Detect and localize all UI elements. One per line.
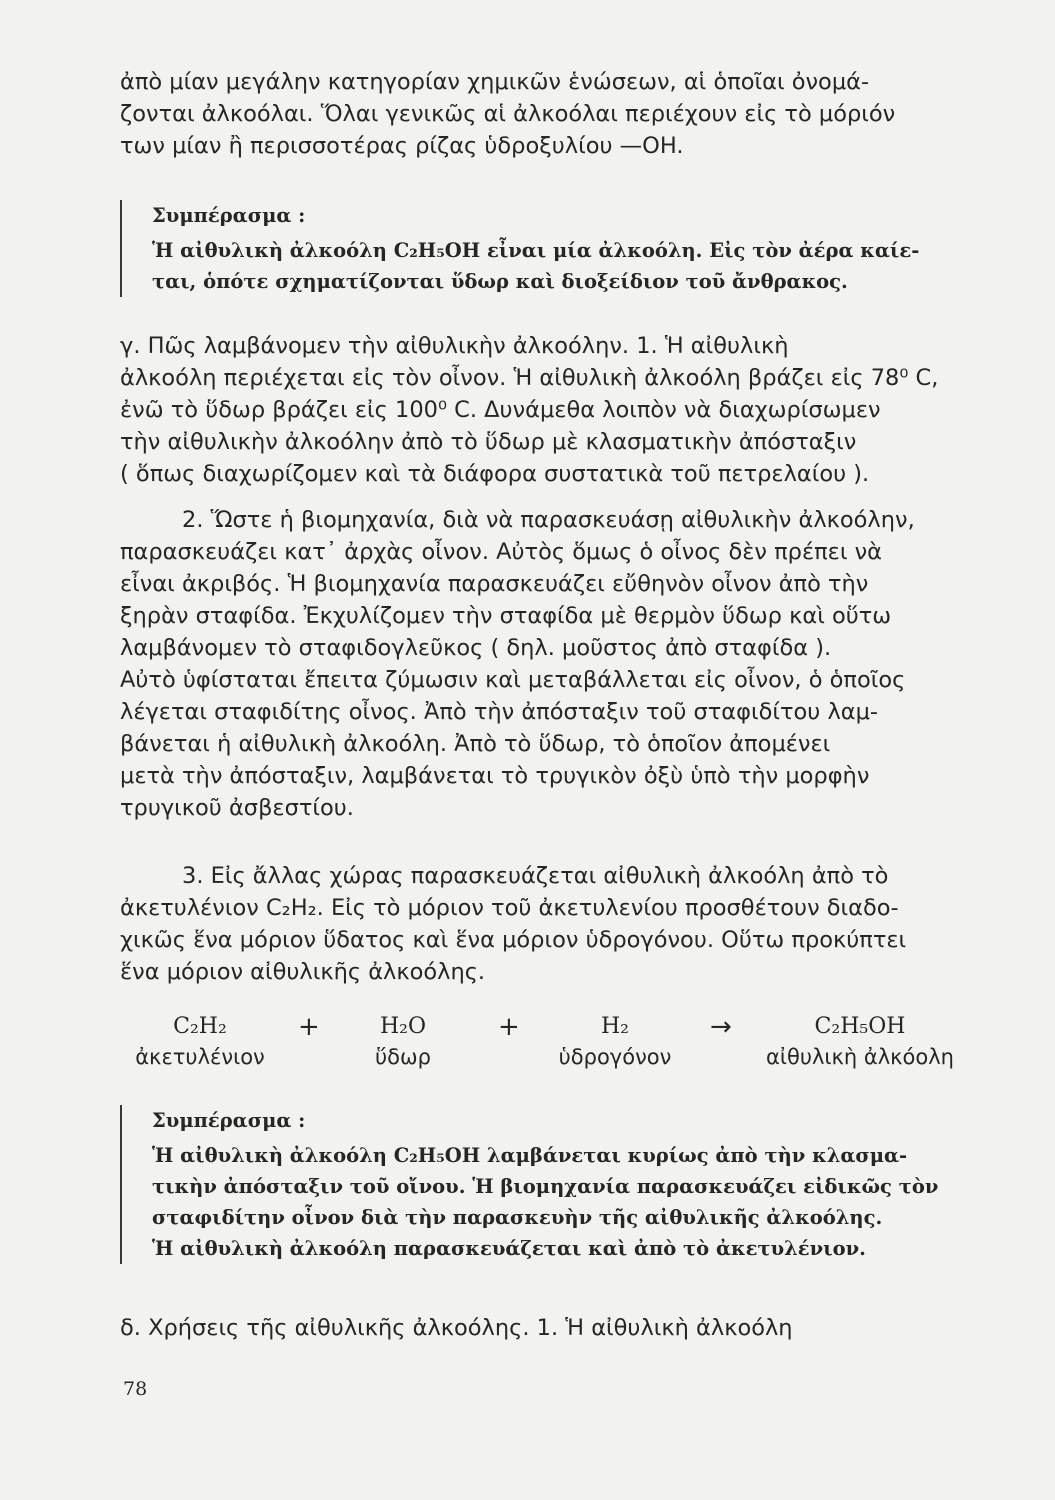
text-line: λέγεται σταφιδίτης οἶνος. Ἀπὸ τὴν ἀπόσταξιν τοῦ σταφιδίτου λαμ- [120, 699, 879, 725]
text-line: ἐνῶ τὸ ὕδωρ βράζει εἰς 100⁰ C. Δυνάμεθα λοιπὸν νὰ διαχωρίσωμεν [120, 397, 881, 423]
text-line: εἶναι ἀκριβός. Ἡ βιομηχανία παρασκευάζει εὔθηνὸν οἶνον ἀπὸ τὴν [120, 571, 869, 597]
conclusion-line: ται, ὁπότε σχηματίζονται ὕδωρ καὶ διοξείδιον τοῦ ἄνθρακος. [152, 270, 848, 293]
conclusion-line: τικὴν ἀπόσταξιν τοῦ οἴνου. Ἡ βιομηχανία παρασκευάζει εἰδικῶς τὸν [152, 1175, 939, 1198]
plus-sign: + [298, 1012, 320, 1042]
text-line: τρυγικοῦ ἀσβεστίου. [120, 795, 354, 821]
page-number: 78 [123, 1378, 148, 1400]
text-line: ξηρὰν σταφίδα. Ἐκχυλίζομεν τὴν σταφίδα μὲ θερμὸν ὕδωρ καὶ οὕτω [120, 603, 892, 629]
text-line: ( ὅπως διαχωρίζομεν καὶ τὰ διάφορα συστατικὰ τοῦ πετρελαίου ). [120, 461, 870, 487]
chemical-equation [120, 1012, 978, 1082]
formula: C₂H₂ [173, 1014, 227, 1039]
text-line: χικῶς ἕνα μόριον ὕδατος καὶ ἕνα μόριον ὑδρογόνου. Οὕτω προκύπτει [120, 927, 907, 953]
conclusion-line: Ἡ αἰθυλικὴ ἀλκοόλη C₂H₅OH εἶναι μία ἀλκοόλη. Εἰς τὸν ἀέρα καίε- [152, 239, 920, 262]
reaction-arrow: → [710, 1012, 732, 1042]
section-heading-line: δ. Χρήσεις τῆς αἰθυλικῆς ἀλκοόλης. 1. Ἡ αἰθυλικὴ ἀλκοόλη [120, 1315, 793, 1341]
reactant-hydrogen [540, 1012, 690, 1072]
conclusion-line: Ἡ αἰθυλικὴ ἀλκοόλη παρασκευάζεται καὶ ἀπὸ τὸ ἀκετυλένιον. [152, 1237, 866, 1260]
compound-name: ὕδωρ [375, 1045, 431, 1069]
text-line: τὴν αἰθυλικὴν ἀλκοόλην ἀπὸ τὸ ὕδωρ μὲ κλασματικὴν ἀπόσταξιν [120, 429, 857, 455]
section-d-paragraph [120, 1312, 978, 1344]
point-3-paragraph [120, 860, 978, 988]
text-line: των μίαν ἢ περισσοτέρας ρίζας ὑδροξυλίου —OH. [120, 133, 684, 159]
intro-paragraph [120, 66, 978, 162]
text-line: 3. Εἰς ἄλλας χώρας παρασκευάζεται αἰθυλικὴ ἀλκοόλη ἀπὸ τὸ [182, 863, 889, 889]
compound-name: ἀκετυλένιον [135, 1045, 265, 1069]
compound-name: αἰθυλικὴ ἀλκόολη [766, 1045, 954, 1069]
formula: H₂O [379, 1014, 427, 1039]
plus-sign: + [498, 1012, 520, 1042]
conclusion-line: Ἡ αἰθυλικὴ ἀλκοόλη C₂H₅OH λαμβάνεται κυρίως ἀπὸ τὴν κλασμα- [152, 1144, 908, 1167]
formula: C₂H₅OH [814, 1014, 906, 1039]
section-g-paragraph [120, 330, 978, 490]
text-line: μετὰ τὴν ἀπόσταξιν, λαμβάνεται τὸ τρυγικὸν ὀξὺ ὑπὸ τὴν μορφὴν [120, 763, 870, 789]
product-ethanol [745, 1012, 975, 1072]
reactant-acetylene [120, 1012, 280, 1072]
text-line: ἀπὸ μίαν μεγάλην κατηγορίαν χημικῶν ἑνώσεων, αἱ ὁποῖαι ὀνομά- [120, 69, 870, 95]
text-line: ζονται ἀλκοόλαι. Ὅλαι γενικῶς αἱ ἀλκοόλαι περιέχουν εἰς τὸ μόριόν [120, 101, 896, 127]
conclusion-box-1 [120, 200, 1010, 297]
text-line: Αὐτὸ ὑφίσταται ἔπειτα ζύμωσιν καὶ μεταβάλλεται εἰς οἶνον, ὁ ὁποῖος [120, 667, 906, 693]
text-line: παρασκευάζει κατ᾽ ἀρχὰς οἶνον. Αὐτὸς ὅμως ὁ οἶνος δὲν πρέπει νὰ [120, 539, 882, 565]
text-line: βάνεται ἡ αἰθυλικὴ ἀλκοόλη. Ἀπὸ τὸ ὕδωρ, τὸ ὁποῖον ἀπομένει [120, 731, 831, 757]
point-2-paragraph [120, 504, 978, 824]
text-line: 2. Ὥστε ἡ βιομηχανία, διὰ νὰ παρασκευάσῃ αἰθυλικὴν ἀλκοόλην, [182, 507, 915, 533]
text-line: ἕνα μόριον αἰθυλικῆς ἀλκοόλης. [120, 959, 486, 985]
reactant-water [358, 1012, 448, 1072]
conclusion-line: σταφιδίτην οἶνον διὰ τὴν παρασκευὴν τῆς αἰθυλικῆς ἀλκοόλης. [152, 1206, 883, 1229]
conclusion-title: Συμπέρασμα : [152, 204, 306, 227]
compound-name: ὑδρογόνον [558, 1045, 672, 1069]
conclusion-box-2 [120, 1105, 1010, 1264]
section-heading-line: γ. Πῶς λαμβάνομεν τὴν αἰθυλικὴν ἀλκοόλην. 1. Ἡ αἰθυλικὴ [120, 333, 789, 359]
text-line: ἀκετυλένιον C₂H₂. Εἰς τὸ μόριον τοῦ ἀκετυλενίου προσθέτουν διαδο- [120, 895, 899, 921]
text-line: λαμβάνομεν τὸ σταφιδογλεῦκος ( δηλ. μοῦστος ἀπὸ σταφίδα ). [120, 635, 832, 661]
formula: H₂ [600, 1014, 629, 1039]
text-line: ἀλκοόλη περιέχεται εἰς τὸν οἶνον. Ἡ αἰθυλικὴ ἀλκοόλη βράζει εἰς 78⁰ C, [120, 365, 939, 391]
conclusion-title: Συμπέρασμα : [152, 1109, 306, 1132]
